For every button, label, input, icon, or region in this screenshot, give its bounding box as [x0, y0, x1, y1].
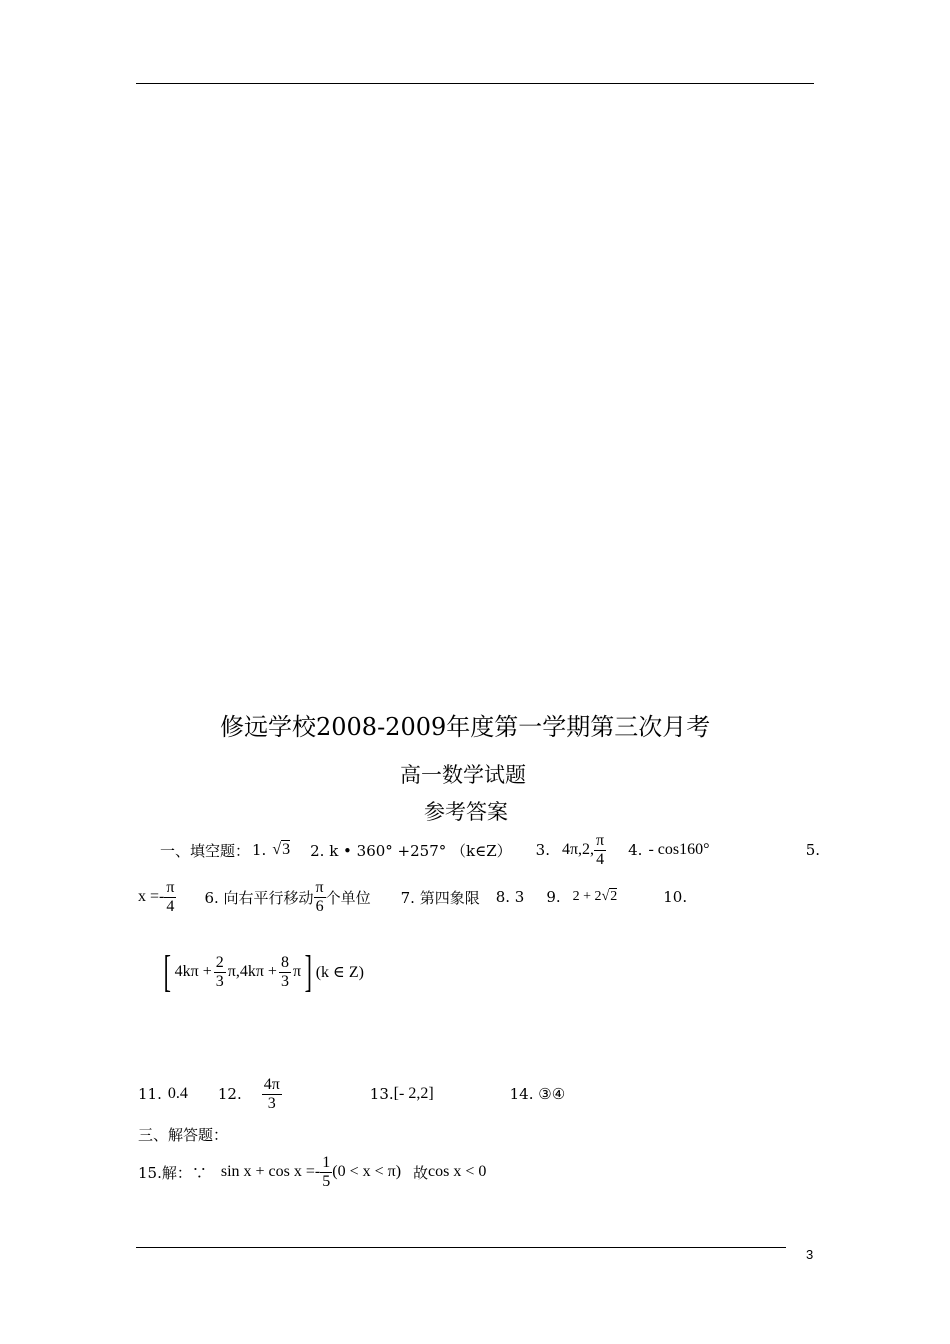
footer-rule	[136, 1247, 786, 1248]
q1-label: 1.	[252, 841, 267, 859]
q15-condition: (0 < x < π)	[332, 1163, 402, 1180]
q6-label: 6. 向右平行移动	[204, 888, 314, 907]
answer-heading: 参考答案	[424, 800, 508, 824]
q10-label: 10.	[663, 888, 688, 906]
q6-fraction: $\frac{\pi}{6}$	[315, 878, 324, 915]
q5-fraction: $\frac{\pi}{4}$	[166, 878, 175, 915]
q15-tail-word: 故	[413, 1163, 429, 1182]
fill-blank-line-2	[138, 876, 687, 918]
q9-answer: 2 + 2√2	[572, 889, 618, 904]
q3-fraction: $\frac{\pi}{4}$	[596, 831, 605, 868]
q5-answer: x =- $\frac{\pi}{4}$	[138, 878, 175, 915]
section1-label: 一、填空题：	[160, 841, 251, 860]
q6-tail: 个单位	[325, 888, 371, 907]
q15-equation: sin x + cos x =-	[220, 1163, 321, 1180]
q15-tail-math: cos x < 0	[428, 1163, 487, 1180]
q13-answer: [- 2,2]	[393, 1085, 434, 1102]
q3-answer: 4π,2, $\frac{\pi}{4}$	[561, 831, 605, 868]
q8-answer: 8. 3	[495, 888, 525, 906]
page-number: 3	[806, 1247, 814, 1262]
q1-answer: √3	[272, 841, 291, 858]
q4-answer: - cos160°	[648, 841, 710, 858]
q4-label: 4.	[628, 841, 643, 859]
q11-answer: 0.4	[167, 1085, 188, 1102]
q5-label: 5.	[805, 841, 820, 859]
q15-fraction: $\frac{1}{5}$	[322, 1153, 331, 1190]
subject-title: 高一数学试题	[400, 763, 526, 787]
fill-blank-line-1	[160, 830, 820, 870]
q3-label: 3.	[535, 841, 550, 859]
q11-label: 11.	[138, 1085, 162, 1103]
q14-answer: 14. ③④	[509, 1085, 566, 1103]
q12-fraction: $\frac{4\pi}{3}$	[263, 1075, 280, 1112]
fill-blank-line-4	[138, 1072, 565, 1116]
right-bracket: ]	[304, 947, 313, 996]
q10-fraction-2: $\frac{8}{3}$	[280, 953, 289, 990]
q15-label: 15.解：∵	[138, 1163, 207, 1182]
q2-answer: 2. k • 360° +257° （k∈Z）	[310, 841, 512, 860]
q13-label: 13.	[369, 1085, 394, 1103]
q9-label: 9.	[546, 888, 561, 906]
q10-answer: [ 4kπ + $\frac{2}{3}$ π,4kπ + $\frac{8}{3}$ π ] (k ∈ Z)	[163, 947, 364, 996]
q7-answer: 7. 第四象限	[400, 888, 480, 907]
q15-line	[138, 1150, 486, 1194]
section3-label: 三、解答题：	[138, 1126, 229, 1144]
left-bracket: [	[163, 947, 171, 996]
header-rule	[136, 83, 814, 84]
q12-label: 12.	[217, 1085, 242, 1103]
q10-fraction-1: $\frac{2}{3}$	[215, 953, 224, 990]
exam-title: 修远学校2008-2009年度第一学期第三次月考	[220, 713, 711, 741]
